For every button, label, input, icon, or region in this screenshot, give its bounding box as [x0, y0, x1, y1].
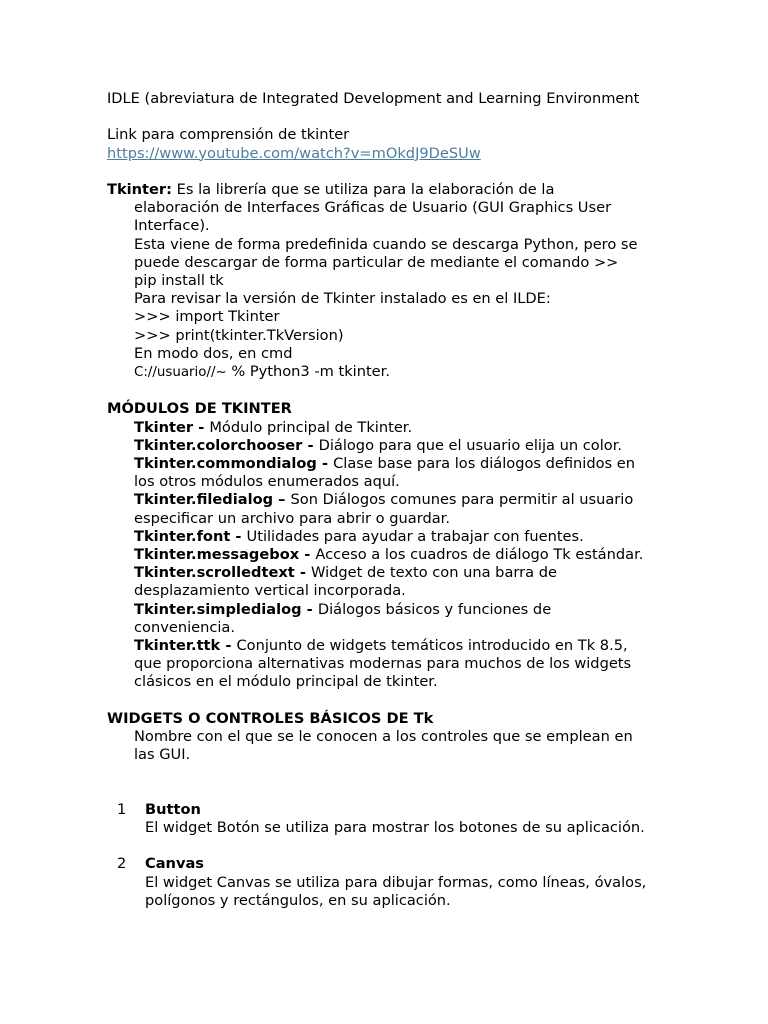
module-desc: Conjunto de widgets temáticos introducido en Tk 8.5, — [236, 637, 628, 655]
tkinter-line: Interface). — [134, 217, 210, 235]
module-term: Tkinter.scrolledtext - — [134, 564, 311, 582]
tkinter-term: Tkinter: — [107, 180, 172, 198]
module-desc-cont: desplazamiento vertical incorporada. — [134, 582, 406, 600]
tkinter-line: puede descargar de forma particular de mediante el comando >> — [134, 253, 619, 271]
module-item — [107, 455, 687, 473]
module-desc-cont: conveniencia. — [134, 618, 236, 636]
module-term: Tkinter - — [134, 418, 210, 436]
module-desc: Diálogos básicos y funciones de — [317, 600, 552, 618]
module-item — [107, 437, 687, 455]
module-desc: Clase base para los diálogos definidos en — [333, 455, 636, 473]
widget-desc: El widget Botón se utiliza para mostrar los botones de su aplicación. — [145, 819, 645, 837]
link-label: Link para comprensión de tkinter — [107, 126, 350, 144]
widgets-heading: WIDGETS O CONTROLES BÁSICOS DE Tk — [107, 709, 434, 727]
idle-definition: IDLE (abreviatura de Integrated Development and Learning Environment — [107, 90, 640, 107]
module-desc: Son Diálogos comunes para permitir al usuario — [290, 491, 634, 509]
module-item — [107, 491, 687, 509]
module-desc: Utilidades para ayudar a trabajar con fuentes. — [246, 527, 584, 545]
module-item-ttk — [107, 637, 687, 655]
widget-title: Button — [145, 800, 201, 818]
tkinter-line: elaboración de Interfaces Gráficas de Usuario (GUI Graphics User — [134, 199, 612, 217]
cmd-prefix: C://usuario//~ — [134, 365, 227, 381]
module-item — [107, 528, 687, 546]
widgets-desc: Nombre con el que se le conocen a los controles que se emplean en — [134, 728, 633, 746]
module-term: Tkinter.commondialog - — [134, 455, 334, 473]
module-term: Tkinter.font - — [134, 527, 247, 545]
tkinter-line: Esta viene de forma predefinida cuando se descarga Python, pero se — [134, 235, 638, 253]
cmd-suffix: % Python3 -m tkinter. — [226, 363, 390, 381]
widget-number: 2 — [117, 855, 127, 873]
module-desc-cont: que proporciona alternativas modernas para muchos de los widgets — [134, 655, 632, 673]
module-desc-cont: especificar un archivo para abrir o guardar. — [134, 509, 450, 527]
module-desc: Widget de texto con una barra de — [310, 564, 557, 582]
module-item — [107, 546, 687, 564]
widget-list-item — [107, 855, 687, 910]
tkinter-line: >>> import Tkinter — [134, 308, 280, 326]
tkinter-def-start: Es la librería que se utiliza para la elaboración de la — [171, 180, 555, 198]
module-item — [107, 601, 687, 619]
module-term: Tkinter.ttk - — [134, 637, 237, 655]
tkinter-intro — [107, 181, 687, 199]
tkinter-line: >>> print(tkinter.TkVersion) — [134, 326, 344, 344]
widget-list-item — [107, 801, 687, 837]
tkinter-line: Para revisar la versión de Tkinter instalado es en el ILDE: — [134, 290, 551, 308]
widget-desc: El widget Canvas se utiliza para dibujar formas, como líneas, óvalos, — [145, 873, 647, 891]
widgets-desc: las GUI. — [134, 746, 191, 764]
module-item — [107, 419, 687, 437]
module-desc-cont: clásicos en el módulo principal de tkinter. — [134, 673, 438, 691]
module-term: Tkinter.messagebox - — [134, 546, 316, 564]
widget-number: 1 — [117, 800, 127, 818]
widget-desc-cont: polígonos y rectángulos, en su aplicación. — [145, 891, 451, 909]
cmd-line — [107, 363, 687, 382]
module-term: Tkinter.filedialog – — [134, 491, 291, 509]
widget-title: Canvas — [145, 855, 204, 873]
module-desc: Acceso a los cuadros de diálogo Tk estándar. — [315, 546, 644, 564]
modules-heading: MÓDULOS DE TKINTER — [107, 400, 292, 418]
youtube-link[interactable]: https://www.youtube.com/watch?v=mOkdJ9DeSUw — [107, 144, 481, 162]
module-term: Tkinter.simpledialog - — [134, 600, 318, 618]
module-desc-cont: los otros módulos enumerados aquí. — [134, 473, 400, 491]
document-page — [107, 90, 687, 910]
tkinter-line: En modo dos, en cmd — [134, 344, 293, 362]
module-term: Tkinter.colorchooser - — [134, 436, 319, 454]
module-desc: Módulo principal de Tkinter. — [209, 418, 413, 436]
tkinter-line: pip install tk — [134, 272, 224, 289]
module-desc: Diálogo para que el usuario elija un color. — [318, 436, 622, 454]
module-item — [107, 564, 687, 582]
